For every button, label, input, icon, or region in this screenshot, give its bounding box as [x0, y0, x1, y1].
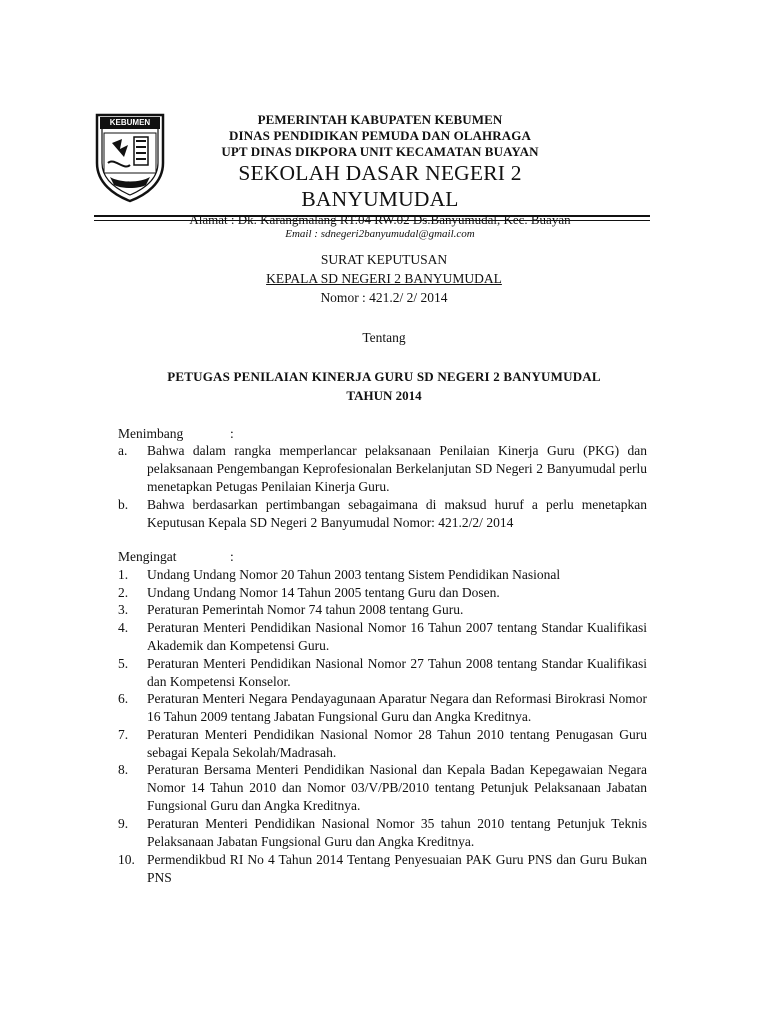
letterhead-line-3: UPT DINAS DIKPORA UNIT KECAMATAN BUAYAN: [221, 144, 539, 159]
decree-number: Nomor : 421.2/ 2/ 2014: [320, 290, 448, 305]
decree-issuer: KEPALA SD NEGERI 2 BANYUMUDAL: [266, 271, 502, 286]
list-item-text: Undang Undang Nomor 20 Tahun 2003 tentang Sistem Pendidikan Nasional: [147, 567, 561, 582]
list-item-text: Peraturan Bersama Menteri Pendidikan Nasional dan Kepala Badan Kepegawaian Negara Nomor 14 Tahun 2010 dan Nomor 03/V/PB/2010 tentang Petunjuk Pelaksanaan Jabatan Fungsional Guru dan Angka Kreditnya.: [147, 762, 647, 813]
list-item-text: Bahwa dalam rangka memperlancar pelaksanaan Penilaian Kinerja Guru (PKG) dan pelaksanaan Pengembangan Keprofesionalan Berkelanjutan SD Negeri 2 Banyumudal perlu menetapkan Petugas Penilaian Kinerja Guru.: [147, 443, 647, 494]
school-email: Email : sdnegeri2banyumudal@gmail.com: [285, 228, 475, 240]
letterhead: [160, 112, 600, 241]
logo-banner: [94, 113, 166, 133]
list-item-marker: 10.: [118, 852, 135, 867]
decree-subject-line-1: PETUGAS PENILAIAN KINERJA GURU SD NEGERI 2 BANYUMUDAL: [167, 369, 601, 384]
decree-about-label: Tentang: [362, 330, 406, 345]
list-item-marker: a.: [118, 443, 128, 458]
decree-subject-line-2: TAHUN 2014: [346, 388, 422, 403]
letterhead-divider-thick: [94, 215, 650, 217]
list-item-marker: 2.: [118, 585, 129, 600]
list-item-marker: 5.: [118, 656, 129, 671]
list-item-marker: 9.: [118, 816, 129, 831]
list-item-text: Peraturan Menteri Pendidikan Nasional Nomor 27 Tahun 2008 tentang Standar Kualifikasi dan Kompetensi Konselor.: [147, 656, 647, 689]
list-item-text: Peraturan Menteri Pendidikan Nasional Nomor 16 Tahun 2007 tentang Standar Kualifikasi Akademik dan Kompetensi Guru.: [147, 620, 647, 653]
list-item-marker: b.: [118, 497, 129, 512]
mengingat-colon: :: [230, 549, 234, 564]
list-item-marker: 6.: [118, 691, 129, 706]
list-item-text: Permendikbud RI No 4 Tahun 2014 Tentang Penyesuaian PAK Guru PNS dan Guru Bukan PNS: [147, 852, 647, 885]
decree-title: SURAT KEPUTUSAN: [320, 252, 448, 267]
list-item-text: Peraturan Menteri Pendidikan Nasional Nomor 28 Tahun 2010 tentang Penugasan Guru sebagai Kepala Sekolah/Madrasah.: [147, 727, 647, 760]
svg-text:KEBUMEN: KEBUMEN: [109, 118, 151, 127]
letterhead-line-2: DINAS PENDIDIKAN PEMUDA DAN OLAHRAGA: [229, 128, 531, 143]
list-item-marker: 3.: [118, 602, 129, 617]
list-item-marker: 7.: [118, 727, 129, 742]
mengingat-label: Mengingat: [118, 549, 177, 564]
list-item-text: Peraturan Menteri Pendidikan Nasional Nomor 35 tahun 2010 tentang Petunjuk Teknis Pelaksanaan Jabatan Fungsional Guru dan Angka Kreditnya.: [147, 816, 647, 849]
list-item-marker: 1.: [118, 567, 129, 582]
menimbang-colon: :: [230, 426, 234, 441]
list-item-marker: 4.: [118, 620, 129, 635]
letterhead-divider-thin: [94, 220, 650, 221]
letterhead-line-1: PEMERINTAH KABUPATEN KEBUMEN: [257, 112, 503, 127]
school-address: Alamat : Dk. Karangmalang RT.04 RW.02 Ds.Banyumudal, Kec. Buayan: [189, 212, 571, 227]
school-name: SEKOLAH DASAR NEGERI 2 BANYUMUDAL: [238, 161, 522, 211]
list-item-marker: 8.: [118, 762, 129, 777]
list-item-text: Undang Undang Nomor 14 Tahun 2005 tentang Guru dan Dosen.: [147, 585, 500, 600]
list-item-text: Bahwa berdasarkan pertimbangan sebagaimana di maksud huruf a perlu menetapkan Keputusan Kepala SD Negeri 2 Banyumudal Nomor: 421.2/2/ 2014: [147, 497, 647, 530]
menimbang-label: Menimbang: [118, 426, 184, 441]
list-item-text: Peraturan Menteri Negara Pendayagunaan Aparatur Negara dan Reformasi Birokrasi Nomor 16 Tahun 2009 tentang Jabatan Fungsional Guru dan Angka Kreditnya.: [147, 691, 647, 724]
list-item-text: Peraturan Pemerintah Nomor 74 tahun 2008 tentang Guru.: [147, 602, 464, 617]
